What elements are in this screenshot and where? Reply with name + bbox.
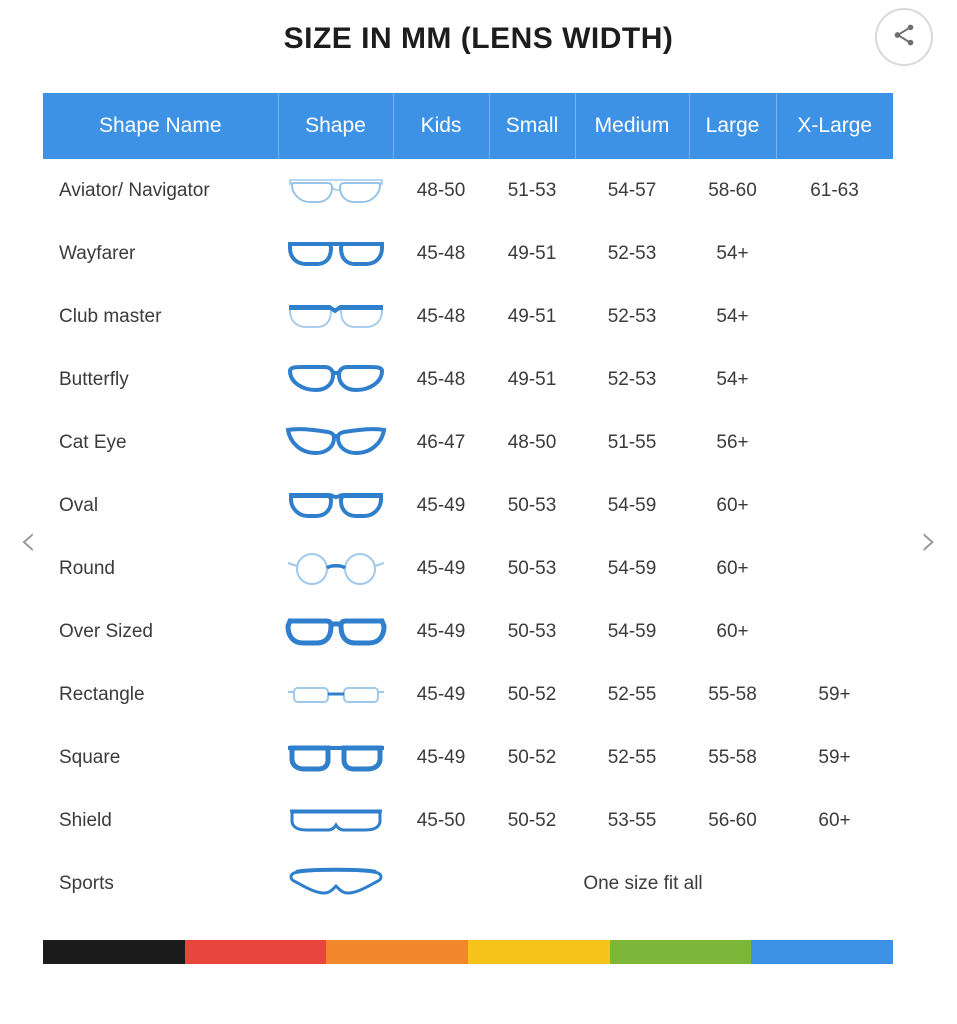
table-body [43, 159, 893, 915]
column-header-xlarge: X-Large [776, 93, 893, 159]
size-kids: 45-48 [393, 222, 489, 285]
size-xlarge [776, 285, 893, 348]
table-row [43, 726, 893, 789]
column-header-kids: Kids [393, 93, 489, 159]
row-label: Club master [43, 285, 278, 348]
size-large: 54+ [689, 222, 776, 285]
size-small: 51-53 [489, 159, 575, 222]
size-xlarge [776, 600, 893, 663]
size-xlarge: 59+ [776, 663, 893, 726]
color-bar-segment-5 [610, 940, 752, 964]
size-xlarge [776, 474, 893, 537]
size-small: 50-53 [489, 474, 575, 537]
cateye-glasses-icon [278, 413, 393, 473]
size-medium: 53-55 [575, 789, 689, 852]
column-header-shape-name: Shape Name [43, 93, 278, 159]
square-glasses-icon [278, 728, 393, 788]
size-large: 55-58 [689, 663, 776, 726]
size-medium: 52-53 [575, 348, 689, 411]
size-kids: 45-49 [393, 537, 489, 600]
table-row [43, 411, 893, 474]
size-small: 49-51 [489, 348, 575, 411]
size-small: 50-53 [489, 600, 575, 663]
table-row [43, 285, 893, 348]
oval-glasses-icon [278, 476, 393, 536]
size-medium: 52-55 [575, 663, 689, 726]
size-medium: 51-55 [575, 411, 689, 474]
size-large: 56+ [689, 411, 776, 474]
table-row [43, 600, 893, 663]
size-small: 50-52 [489, 663, 575, 726]
color-bar-segment-2 [185, 940, 327, 964]
size-large: 60+ [689, 537, 776, 600]
shape-cell [278, 285, 393, 348]
one-size-note: One size fit all [393, 852, 893, 915]
row-label: Round [43, 537, 278, 600]
size-kids: 45-49 [393, 474, 489, 537]
size-small: 50-53 [489, 537, 575, 600]
color-bar [43, 940, 893, 964]
shape-cell [278, 600, 393, 663]
size-large: 54+ [689, 348, 776, 411]
size-medium: 54-59 [575, 537, 689, 600]
size-xlarge: 60+ [776, 789, 893, 852]
size-small: 50-52 [489, 789, 575, 852]
size-medium: 52-53 [575, 222, 689, 285]
table-row [43, 348, 893, 411]
size-kids: 45-48 [393, 285, 489, 348]
size-small: 49-51 [489, 222, 575, 285]
size-xlarge: 61-63 [776, 159, 893, 222]
color-bar-segment-3 [326, 940, 468, 964]
row-label: Cat Eye [43, 411, 278, 474]
size-small: 50-52 [489, 726, 575, 789]
size-small: 48-50 [489, 411, 575, 474]
table-row [43, 789, 893, 852]
size-table-wrapper [43, 93, 893, 915]
size-kids: 45-50 [393, 789, 489, 852]
size-kids: 45-48 [393, 348, 489, 411]
wayfarer-glasses-icon [278, 224, 393, 284]
row-label: Aviator/ Navigator [43, 159, 278, 222]
size-large: 54+ [689, 285, 776, 348]
shape-cell [278, 348, 393, 411]
oversized-glasses-icon [278, 602, 393, 662]
row-label: Over Sized [43, 600, 278, 663]
table-row [43, 852, 893, 915]
table-header [43, 93, 893, 159]
size-medium: 54-59 [575, 600, 689, 663]
size-kids: 45-49 [393, 726, 489, 789]
column-header-shape: Shape [278, 93, 393, 159]
size-xlarge [776, 411, 893, 474]
row-label: Square [43, 726, 278, 789]
table-row [43, 663, 893, 726]
row-label: Oval [43, 474, 278, 537]
table-row [43, 222, 893, 285]
row-label: Rectangle [43, 663, 278, 726]
size-large: 58-60 [689, 159, 776, 222]
rectangle-glasses-icon [278, 665, 393, 725]
size-kids: 45-49 [393, 663, 489, 726]
carousel-prev-arrow[interactable]: ‹ [19, 515, 37, 566]
table-row [43, 159, 893, 222]
size-medium: 54-59 [575, 474, 689, 537]
size-kids: 48-50 [393, 159, 489, 222]
aviator-glasses-icon [278, 161, 393, 221]
column-header-medium: Medium [575, 93, 689, 159]
carousel-next-arrow[interactable]: › [920, 515, 938, 566]
shield-glasses-icon [278, 791, 393, 851]
row-label: Butterfly [43, 348, 278, 411]
butterfly-glasses-icon [278, 350, 393, 410]
size-xlarge [776, 222, 893, 285]
size-large: 55-58 [689, 726, 776, 789]
row-label: Sports [43, 852, 278, 915]
table-row [43, 474, 893, 537]
shape-cell [278, 726, 393, 789]
top-gutter [0, 0, 957, 6]
color-bar-segment-4 [468, 940, 610, 964]
shape-cell [278, 222, 393, 285]
row-label: Wayfarer [43, 222, 278, 285]
size-large: 56-60 [689, 789, 776, 852]
size-kids: 46-47 [393, 411, 489, 474]
size-small: 49-51 [489, 285, 575, 348]
size-xlarge [776, 537, 893, 600]
table-row [43, 537, 893, 600]
sports-glasses-icon [278, 854, 393, 914]
size-medium: 54-57 [575, 159, 689, 222]
shape-cell [278, 852, 393, 915]
size-xlarge: 59+ [776, 726, 893, 789]
shape-cell [278, 474, 393, 537]
page-title: SIZE IN MM (LENS WIDTH) [283, 22, 674, 55]
color-bar-segment-1 [43, 940, 185, 964]
column-header-small: Small [489, 93, 575, 159]
size-xlarge [776, 348, 893, 411]
size-large: 60+ [689, 600, 776, 663]
size-medium: 52-55 [575, 726, 689, 789]
shape-cell [278, 789, 393, 852]
size-kids: 45-49 [393, 600, 489, 663]
shape-cell [278, 537, 393, 600]
row-label: Shield [43, 789, 278, 852]
round-glasses-icon [278, 539, 393, 599]
size-medium: 52-53 [575, 285, 689, 348]
shape-cell [278, 411, 393, 474]
size-table [43, 93, 893, 915]
shape-cell [278, 663, 393, 726]
shape-cell [278, 159, 393, 222]
color-bar-segment-6 [751, 940, 893, 964]
clubmaster-glasses-icon [278, 287, 393, 347]
table-header-row [43, 93, 893, 159]
size-large: 60+ [689, 474, 776, 537]
column-header-large: Large [689, 93, 776, 159]
